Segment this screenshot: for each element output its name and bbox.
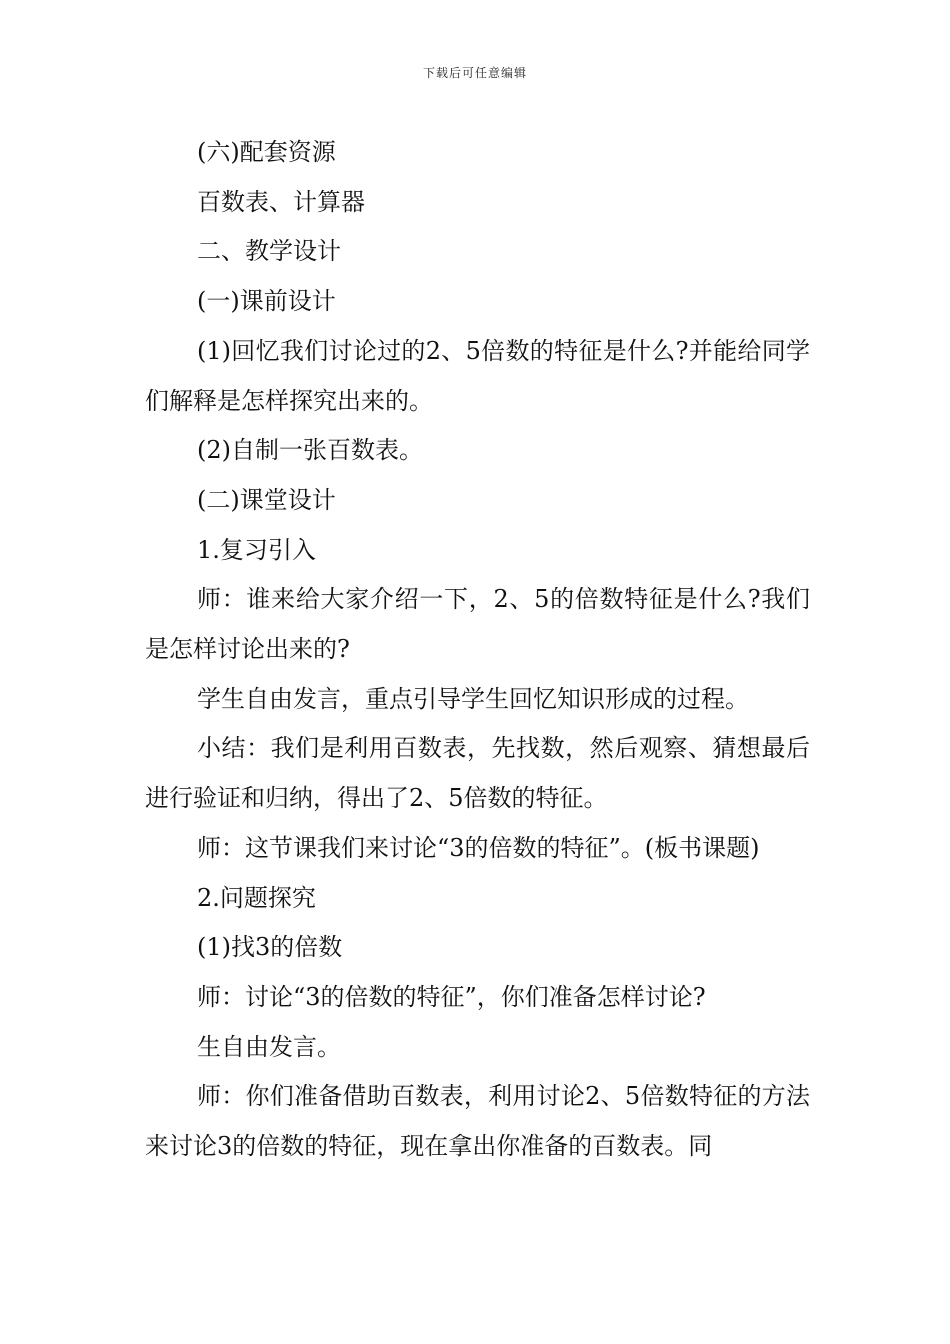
paragraph: 小结：我们是利用百数表，先找数，然后观察、猜想最后进行验证和归纳，得出了2、5倍数的特征。	[145, 734, 810, 813]
paragraph: 师：你们准备借助百数表，利用讨论2、5倍数特征的方法来讨论3的倍数的特征，现在拿出你准备的百数表。同	[145, 1082, 810, 1161]
section-heading: (六)配套资源	[197, 138, 336, 166]
section-heading: 2.问题探究	[197, 883, 316, 912]
section-heading: (一)课前设计	[197, 287, 336, 316]
section-heading: 1.复习引入	[197, 535, 316, 564]
section-heading: (1)找3的倍数	[197, 933, 343, 962]
paragraph: 师：讨论“3的倍数的特征”，你们准备怎样讨论?	[197, 982, 706, 1011]
paragraph: 学生自由发言，重点引导学生回忆知识形成的过程。	[197, 684, 749, 713]
paragraph: 师：这节课我们来讨论“3的倍数的特征”。(板书课题)	[197, 833, 760, 862]
document-body	[145, 128, 810, 1172]
section-heading: (二)课堂设计	[197, 485, 336, 514]
section-heading: 二、教学设计	[197, 237, 341, 266]
page-header: 下载后可任意编辑	[422, 66, 527, 80]
paragraph: (1)回忆我们讨论过的2、5倍数的特征是什么?并能给同学们解释是怎样探究出来的。	[145, 336, 810, 415]
paragraph: 生自由发言。	[197, 1032, 341, 1061]
paragraph: 师：谁来给大家介绍一下，2、5的倍数特征是什么?我们是怎样讨论出来的?	[145, 585, 810, 664]
paragraph: (2)自制一张百数表。	[197, 436, 423, 465]
paragraph: 百数表、计算器	[197, 187, 365, 216]
